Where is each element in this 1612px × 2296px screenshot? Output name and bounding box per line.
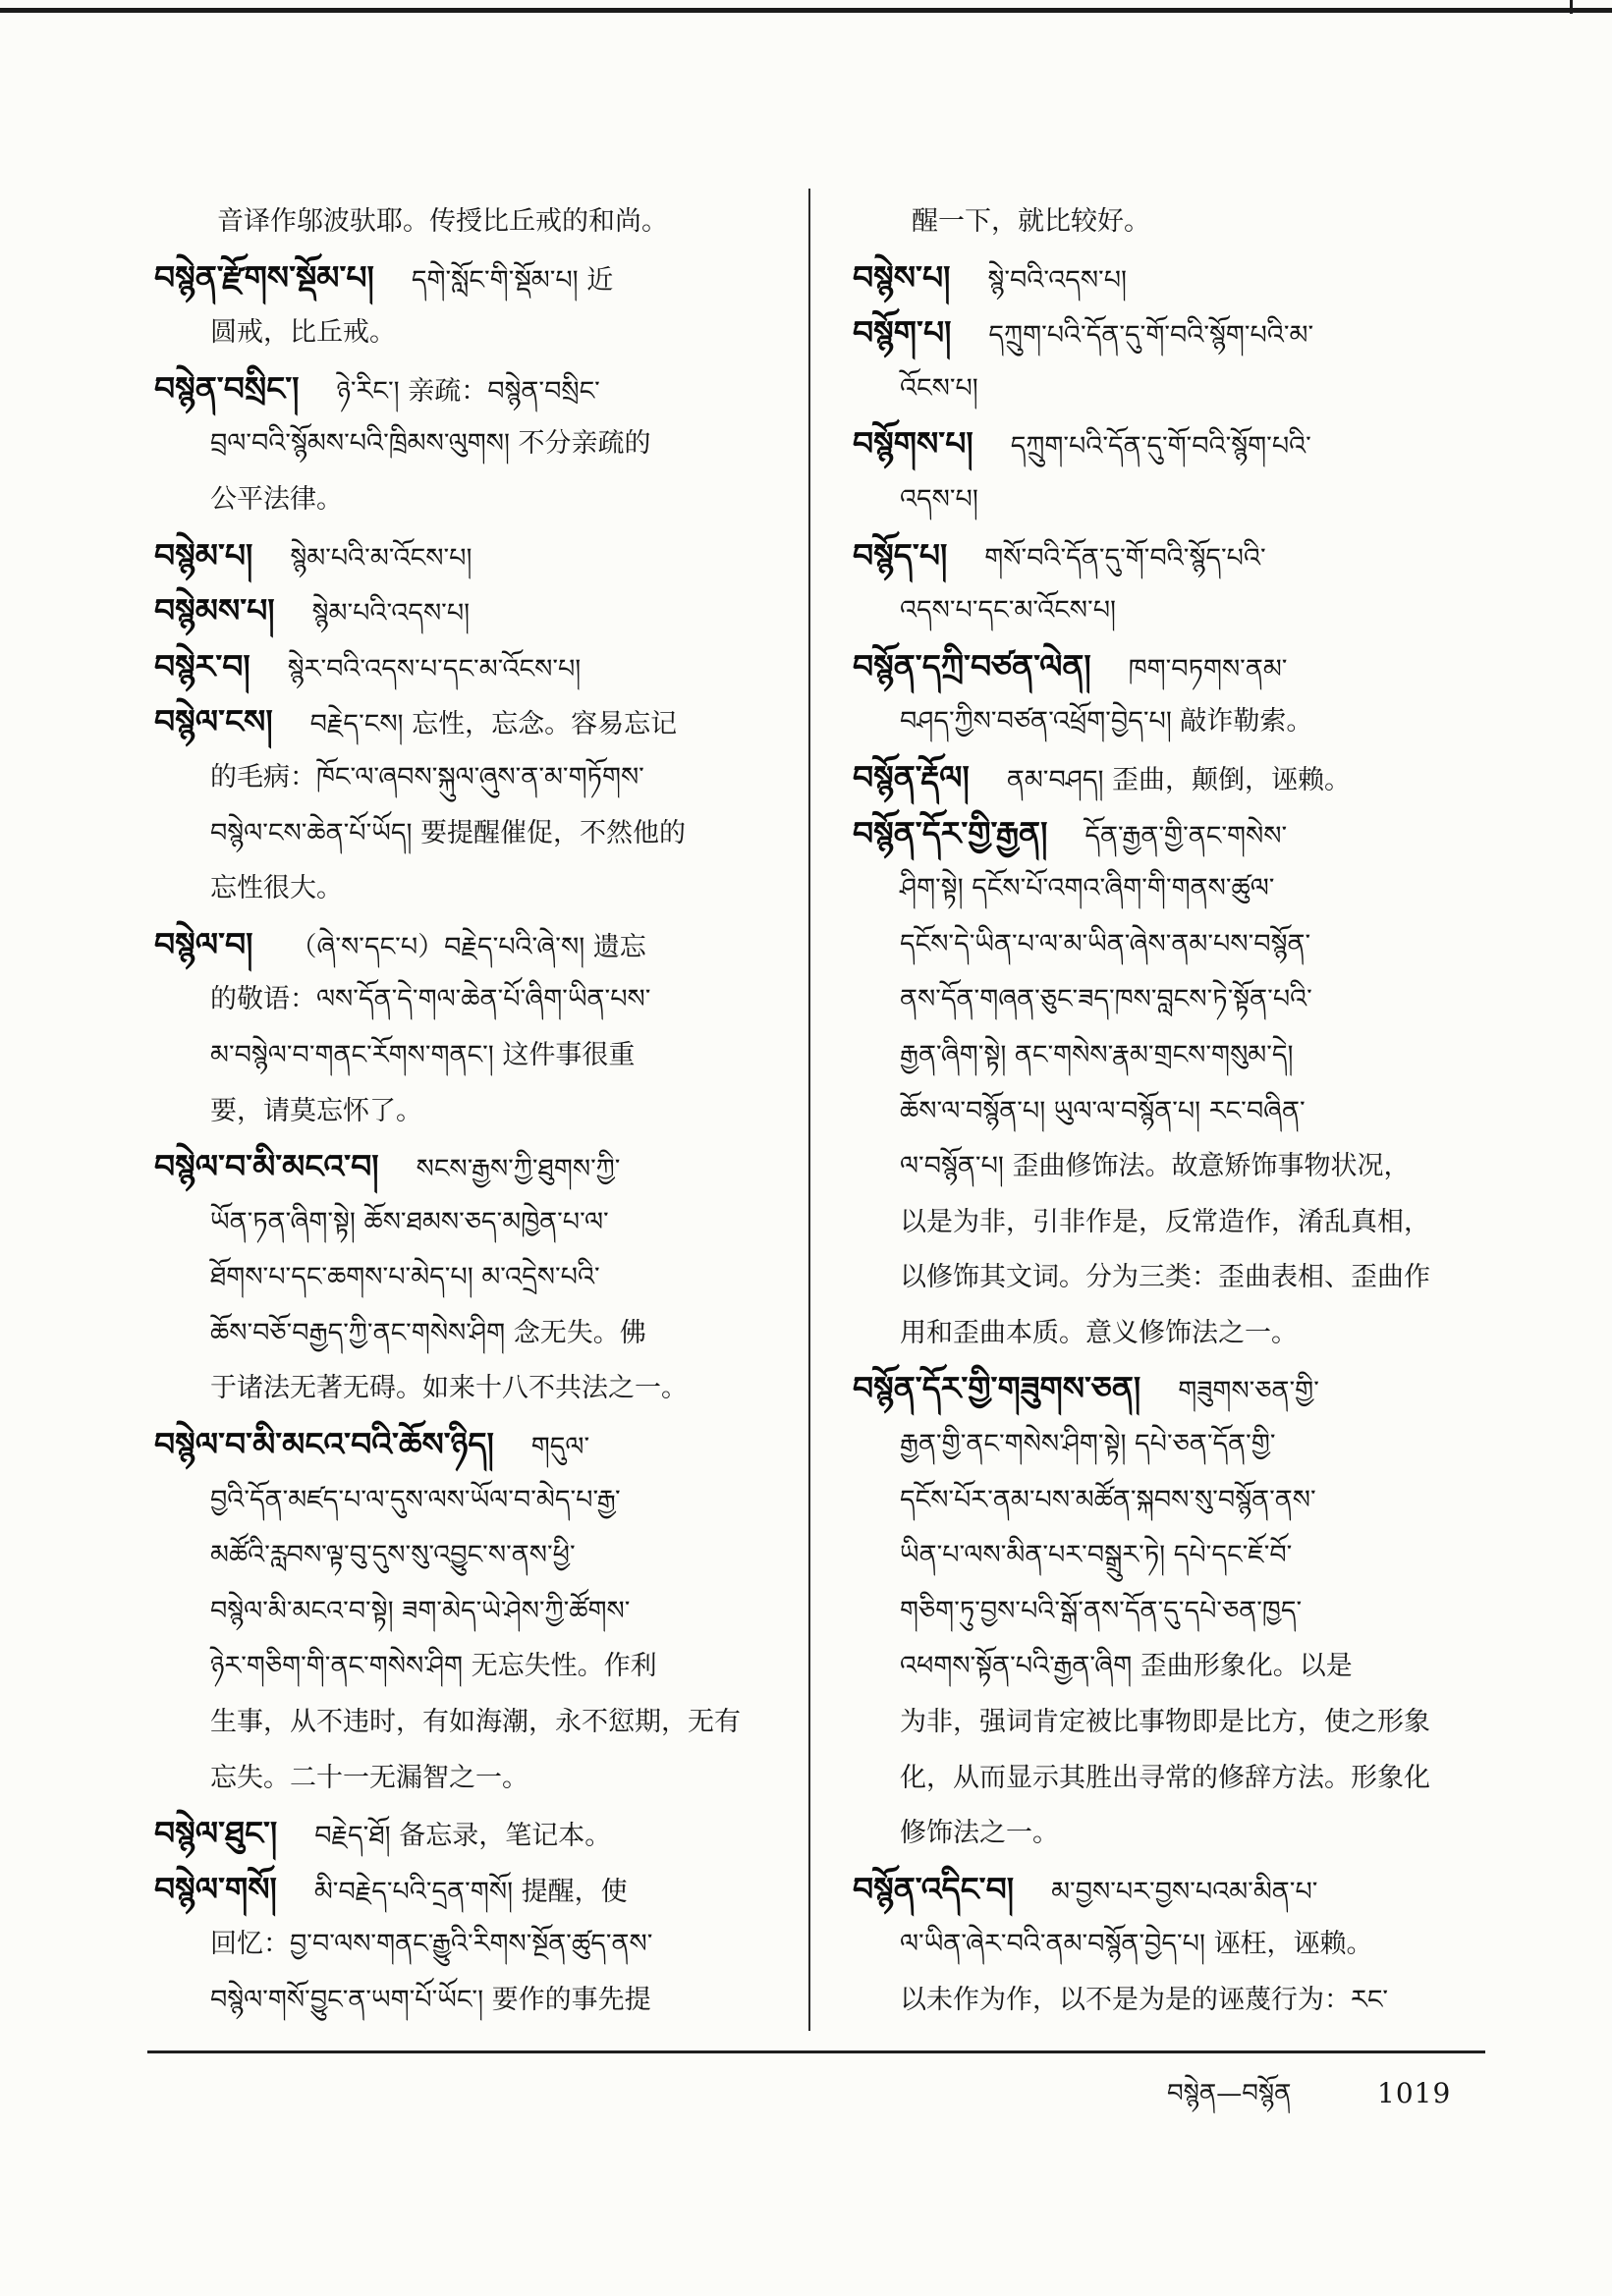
- entry-definition-text: སྙེར་བའི་འདས་པ་དང་མ་འོངས་པ།: [287, 653, 582, 684]
- entry-headword: བསྙོད་པ།: [853, 535, 948, 574]
- continued-text-line: 醒一下，就比较好。: [912, 206, 1150, 237]
- dictionary-entry: [154, 583, 796, 639]
- entry-definition-text: བརྗེད་ངས། 忘性，忘念。容易忘记: [309, 709, 678, 740]
- entry-definition-line: བཤད་ཀྱིས་བཙན་འཕྲོག་བྱེད་པ། 敲诈勒索。: [900, 706, 1313, 738]
- entry-definition-line: ནས་དོན་གཞན་ཅུང་ཟད་ཁས་བླངས་ཏེ་སྟོན་པའི་: [900, 984, 1312, 1015]
- entry-headword: བསྙེན་རྫོགས་སྡོམ་པ།: [154, 257, 374, 297]
- dictionary-entry: [853, 250, 1488, 306]
- entry-definition-line: 的毛病：ཁོང་ལ་ཞབས་སྐུལ་ཞུས་ན་མ་གཏོགས་: [210, 761, 644, 793]
- right-column: [853, 194, 1488, 2029]
- entry-headword: བསྙེལ་བ་མི་མངའ་བ།: [154, 1147, 379, 1186]
- entry-definition-text: མ་བྱས་པར་བྱས་པའམ་མིན་པ་: [1051, 1876, 1318, 1907]
- entry-first-line: [853, 416, 1488, 472]
- dictionary-entry: [853, 305, 1488, 416]
- entry-headword: བསྙོན་དོར་གྱི་གཟུགས་ཅན།: [853, 1369, 1141, 1408]
- entry-first-line: [853, 1361, 1488, 1417]
- entry-headword: བསྙོག་པ།: [853, 313, 952, 353]
- entry-first-line: [853, 750, 1488, 806]
- entry-definition-line: 圆戒，比丘戒。: [210, 317, 396, 349]
- entry-definition-text: གཟུགས་ཅན་གྱི་: [1178, 1376, 1319, 1407]
- dictionary-entry: [154, 694, 796, 916]
- dictionary-entry: [154, 639, 796, 695]
- entry-first-line: [853, 1862, 1488, 1918]
- top-border-rule: [0, 8, 1612, 13]
- dictionary-entry: [154, 361, 796, 528]
- dictionary-entry: [853, 1361, 1488, 1861]
- entry-definition-line: ཐོགས་པ་དང་ཆགས་པ་མེད་པ། མ་འདྲེས་པའི་: [210, 1262, 600, 1293]
- entry-definition-text: དོན་རྒྱན་གྱི་ནང་གསེས་: [1084, 820, 1288, 851]
- entry-definition-line: 以未作为作，以不是为是的诬蔑行为：རང་: [900, 1985, 1389, 2015]
- entry-definition-line: 为非，强词肯定被比事物即是比方，使之形象: [900, 1707, 1430, 1738]
- entry-definition-line: ཆོས་ལ་བསྙོན་པ། ཡུལ་ལ་བསྙོན་པ། རང་བཞིན་: [900, 1095, 1306, 1126]
- entry-first-line: [853, 305, 1488, 361]
- entry-definition-text: སྙེ་བའི་འདས་པ།: [987, 264, 1128, 296]
- dictionary-entry: [154, 917, 796, 1139]
- entry-headword: བསྙོགས་པ།: [853, 424, 973, 464]
- entry-definition-line: འདས་པ།: [900, 483, 978, 515]
- entry-definition-line: 修饰法之一。: [900, 1818, 1059, 1849]
- entry-first-line: [154, 694, 796, 750]
- page-number: 1019: [1377, 2077, 1452, 2109]
- entry-definition-line: བསྙེལ་མི་མངའ་བ་སྟེ། ཟག་མེད་ཡེ་ཤེས་ཀྱི་ཚོགས་: [210, 1595, 631, 1626]
- entry-definition-text: དཀྲུག་པའི་དོན་དུ་གོ་བའི་སྙོག་པའི་: [1010, 431, 1311, 463]
- entry-definition-text: （ཞེ་ས་དང་པ）བརྗེད་པའི་ཞེ་ས། 遗忘: [290, 931, 646, 962]
- entry-definition-text: བརྗེད་ཐོ། 备忘录，笔记本。: [314, 1821, 612, 1852]
- dictionary-entry: [154, 1862, 796, 2029]
- entry-definition-line: 生事，从不违时，有如海潮，永不愆期，无有: [210, 1707, 741, 1738]
- entry-definition-text: གསོ་བའི་དོན་དུ་གོ་བའི་སྙོད་པའི་: [984, 542, 1266, 574]
- footer-rule: [147, 2050, 1485, 2053]
- entry-definition-text: ཁག་བཏགས་ནམ་: [1128, 653, 1288, 684]
- entry-definition-line: བསྙེལ་ངས་ཆེན་པོ་ཡོད། 要提醒催促，不然他的: [210, 817, 687, 848]
- entry-definition-line: ཡིན་པ་ལས་མིན་པར་བསྒྲུར་ཏེ། དཔེ་དང་ཇོ་བོ་: [900, 1540, 1293, 1571]
- dictionary-entry: [853, 806, 1488, 1362]
- entry-first-line: [853, 528, 1488, 584]
- entry-first-line: [853, 806, 1488, 862]
- dictionary-entry: [853, 639, 1488, 750]
- entry-first-line: [154, 361, 796, 417]
- column-divider: [808, 189, 810, 2031]
- dictionary-entry: [853, 1862, 1488, 2029]
- entry-definition-line: བྱའི་དོན་མཛད་པ་ལ་དུས་ལས་ཡོལ་བ་མེད་པ་རྒྱ་: [210, 1484, 621, 1515]
- entry-headword: བསྙེར་བ།: [154, 646, 250, 685]
- entry-definition-line: གཅིག་ཏུ་བྱས་པའི་སྒོ་ནས་དོན་དུ་དཔེ་ཅན་ཁྱད་: [900, 1595, 1303, 1626]
- dictionary-entry: [853, 528, 1488, 639]
- entry-definition-line: ཆོས་བཅོ་བརྒྱད་ཀྱི་ནང་གསེས་ཤིག 念无失。佛: [210, 1317, 646, 1348]
- dictionary-entry: [154, 250, 796, 361]
- entry-definition-line: 忘性很大。: [210, 873, 343, 904]
- entry-headword: བསྙོན་དོར་གྱི་རྒྱན།: [853, 813, 1048, 852]
- entry-definition-line: རྒྱན་ཞིག་སྟེ། ནང་གསེས་རྣམ་གྲངས་གསུམ་དེ།: [900, 1039, 1294, 1070]
- entry-definition-line: དངོས་པོར་ནམ་པས་མཚོན་སྐབས་སུ་བསྙོན་ནས་: [900, 1484, 1316, 1515]
- entry-definition-line: འཕགས་སྟོན་པའི་རྒྱན་ཞིག 歪曲形象化。以是: [900, 1651, 1353, 1682]
- top-border-tick: [1570, 0, 1573, 14]
- entry-first-line: [154, 250, 796, 306]
- entry-definition-line: 忘失。二十一无漏智之一。: [210, 1762, 528, 1793]
- entry-definition-line: 用和歪曲本质。意义修饰法之一。: [900, 1317, 1298, 1348]
- entry-headword: བསྙེལ་ཐུང་།: [154, 1814, 278, 1853]
- entry-headword: བསྙེམས་པ།: [154, 591, 275, 630]
- entry-headword: བསྙོན་རྡོལ།: [853, 757, 970, 796]
- entry-definition-line: འོངས་པ།: [900, 372, 978, 404]
- entry-definition-text: སྙེམ་པའི་མ་འོངས་པ།: [290, 542, 472, 574]
- entry-first-line: [154, 917, 796, 973]
- entry-definition-text: མི་བརྗེད་པའི་དྲན་གསོ། 提醒，使: [313, 1876, 628, 1907]
- entry-first-line: [154, 1862, 796, 1918]
- entry-definition-text: གདུལ་: [530, 1432, 590, 1463]
- entry-headword: བསྙེམ་པ།: [154, 535, 253, 574]
- entry-headword: བསྙེས་པ།: [853, 257, 951, 297]
- entry-first-line: [853, 250, 1488, 306]
- entry-first-line: [154, 1417, 796, 1473]
- entry-headword: བསྙེན་བསྲིང་།: [154, 368, 300, 408]
- dictionary-entry: [154, 1806, 796, 1862]
- entry-definition-line: འདས་པ་དང་མ་འོངས་པ།: [900, 595, 1116, 627]
- entry-first-line: [154, 639, 796, 695]
- entry-definition-line: བསྙེལ་གསོ་བྱུང་ན་ཡག་པོ་ཡོང་། 要作的事先提: [210, 1985, 651, 2015]
- entry-headword: བསྙེལ་བ།: [154, 924, 253, 963]
- entry-definition-line: 公平法律。: [210, 483, 343, 515]
- entry-definition-line: མཚོའི་རླབས་ལྟ་བུ་དུས་སུ་འབྱུང་ས་ནས་ཕྱི་: [210, 1540, 576, 1571]
- entry-definition-text: སངས་རྒྱས་ཀྱི་ཐུགས་ཀྱི་: [416, 1154, 621, 1185]
- entry-headword: བསྙེལ་ངས།: [154, 702, 273, 741]
- entry-definition-text: དཀྲུག་པའི་དོན་དུ་གོ་བའི་སྙོག་པའི་མ་: [988, 320, 1314, 352]
- dictionary-entry: [853, 750, 1488, 806]
- entry-definition-line: དངོས་དེ་ཡིན་པ་ལ་མ་ཡིན་ཞེས་ནམ་པས་བསྙོན་: [900, 928, 1311, 959]
- continued-text-line: 音译作邬波驮耶。传授比丘戒的和尚。: [217, 206, 668, 237]
- entry-definition-text: ནམ་བཤད། 歪曲，颠倒，诬赖。: [1006, 764, 1352, 795]
- entry-headword: བསྙེལ་གསོ།: [154, 1869, 277, 1908]
- entry-first-line: [154, 528, 796, 584]
- entry-definition-line: 回忆：བྱ་བ་ལས་གནང་རྒྱུའི་རིགས་སྔོན་ཚུད་ནས་: [210, 1929, 653, 1960]
- entry-headword: བསྙོན་དཀྲི་བཙན་ལེན།: [853, 646, 1091, 685]
- dictionary-entry: [154, 1139, 796, 1417]
- entry-definition-line: མ་བསྙེལ་བ་གནང་རོགས་གནང་། 这件事很重: [210, 1039, 636, 1070]
- entry-definition-line: 要，请莫忘怀了。: [210, 1095, 422, 1126]
- left-column: [154, 194, 796, 2029]
- entry-definition-line: བྲལ་བའི་སྙོམས་པའི་ཁྲིམས་ལུགས། 不分亲疏的: [210, 428, 651, 460]
- dictionary-entry: [154, 528, 796, 584]
- entry-definition-text: དགེ་སློང་གི་སྡོམ་པ། 近: [411, 264, 614, 296]
- footer-guide-words: བསྙེན—བསྙོན: [1167, 2079, 1292, 2108]
- entry-first-line: [154, 1806, 796, 1862]
- entry-definition-line: ཤིག་སྟེ། དངོས་པོ་འགའ་ཞིག་གི་གནས་ཚུལ་: [900, 873, 1275, 904]
- entry-definition-line: 以修饰其文词。分为三类：歪曲表相、歪曲作: [900, 1262, 1430, 1293]
- entry-definition-line: 的敬语：ལས་དོན་དེ་གལ་ཆེན་པོ་ཞིག་ཡིན་པས་: [210, 984, 651, 1015]
- entry-headword: བསྙེལ་བ་མི་མངའ་བའི་ཆོས་ཉིད།: [154, 1425, 494, 1464]
- entry-first-line: [154, 583, 796, 639]
- dictionary-entry: [853, 416, 1488, 527]
- entry-definition-line: ལ་ཡིན་ཞེར་བའི་ནམ་བསྙོན་བྱེད་པ། 诬枉，诬赖。: [900, 1929, 1373, 1960]
- entry-definition-line: ཡོན་ཏན་ཞིག་སྟེ། ཆོས་ཐམས་ཅད་མཁྱེན་པ་ལ་: [210, 1206, 609, 1237]
- entry-definition-line: 化，从而显示其胜出寻常的修辞方法。形象化: [900, 1762, 1430, 1793]
- entry-definition-line: ཉེར་གཅིག་གི་ནང་གསེས་ཤིག 无忘失性。作利: [210, 1651, 657, 1682]
- entry-definition-text: ཉེ་རིང་། 亲疏：བསྙེན་བསྲིང་: [336, 375, 600, 407]
- entry-definition-line: 以是为非，引非作是，反常造作，淆乱真相，: [900, 1206, 1430, 1237]
- entry-definition-line: རྒྱན་གྱི་ནང་གསེས་ཤིག་སྟེ། དཔེ་ཅན་དོན་གྱི་: [900, 1429, 1276, 1460]
- entry-definition-text: སྙེམ་པའི་འདས་པ།: [311, 598, 471, 629]
- entry-definition-line: ལ་བསྙོན་པ། 歪曲修饰法。故意矫饰事物状况，: [900, 1151, 1411, 1182]
- entry-definition-line: 于诸法无著无碍。如来十八不共法之一。: [210, 1373, 688, 1404]
- dictionary-entry: [154, 1417, 796, 1806]
- entry-headword: བསྙོན་འདིང་བ།: [853, 1869, 1015, 1908]
- entry-first-line: [853, 639, 1488, 695]
- entry-first-line: [154, 1139, 796, 1195]
